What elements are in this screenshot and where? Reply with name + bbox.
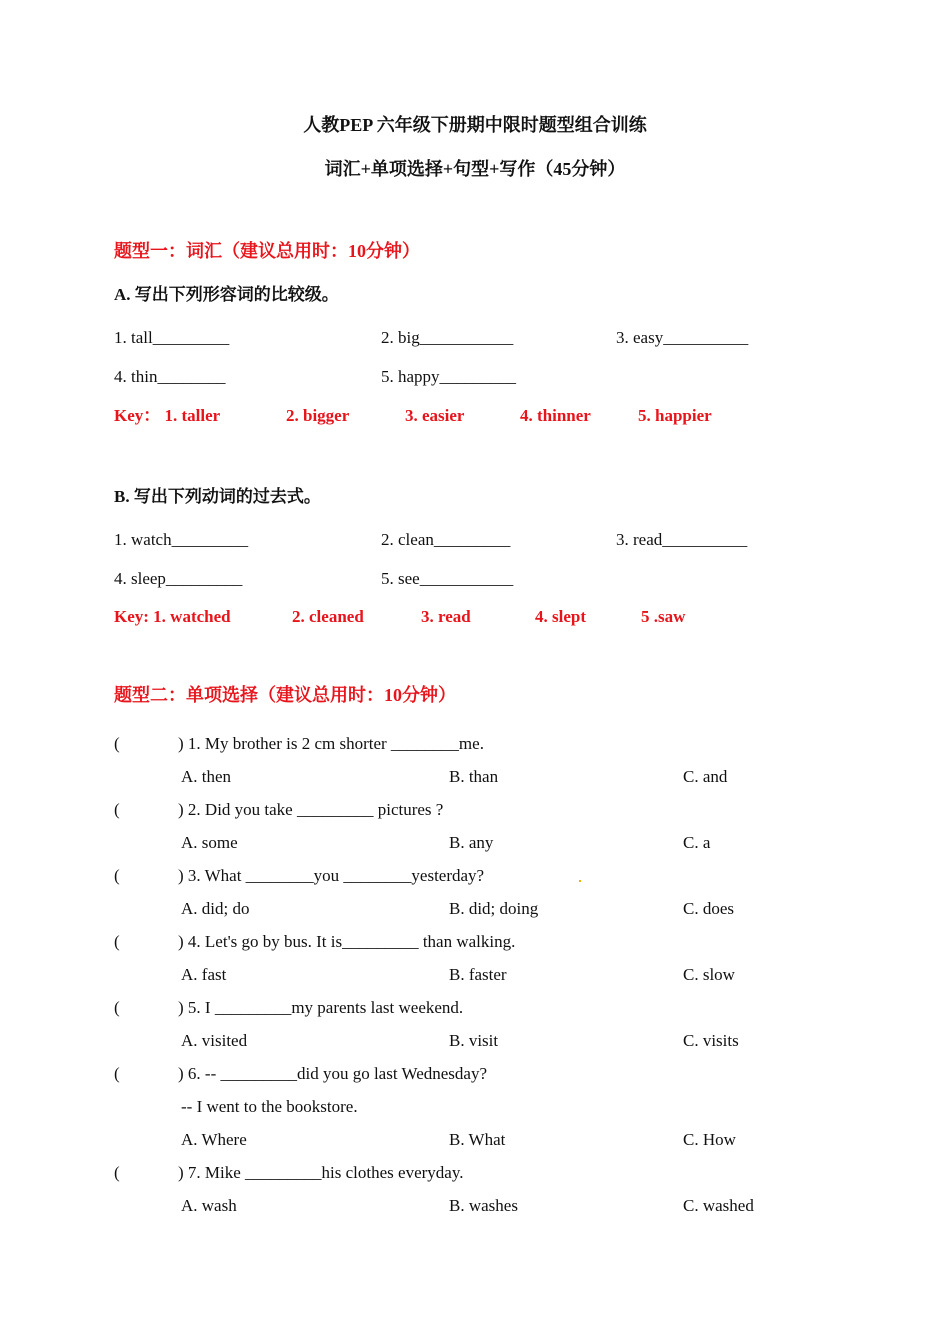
section-heading-multiple-choice: 题型二：单项选择（建议总用时：10分钟）: [114, 685, 456, 705]
vocab-b-item: 1. watch_________: [114, 530, 249, 549]
option-c: C. visits: [683, 1031, 739, 1050]
option-a: A. then: [181, 767, 232, 786]
option-b: B. than: [449, 767, 499, 786]
option-b: B. any: [449, 833, 494, 852]
vocab-b-item: 3. read__________: [616, 530, 748, 549]
question-dialogue-reply: -- I went to the bookstore.: [181, 1097, 358, 1116]
option-c: C. does: [683, 899, 734, 918]
question-stem: ) 2. Did you take _________ pictures ?: [178, 800, 444, 819]
vocab-b-item: 5. see___________: [381, 569, 514, 588]
answer-paren: (: [114, 1064, 120, 1083]
question-stem: ) 7. Mike _________his clothes everyday.: [178, 1163, 464, 1182]
question-stem: ) 6. -- _________did you go last Wednesday?: [178, 1064, 487, 1083]
answer-paren: (: [114, 734, 120, 753]
answer-key-a: 3. easier: [405, 406, 465, 425]
option-c: C. and: [683, 767, 728, 786]
option-a: A. did; do: [181, 899, 250, 918]
answer-paren: (: [114, 866, 120, 885]
instruction-a: A. 写出下列形容词的比较级。: [114, 285, 339, 304]
option-c: C. How: [683, 1130, 736, 1149]
option-a: A. fast: [181, 965, 227, 984]
vocab-a-item: 4. thin________: [114, 367, 226, 386]
stray-mark: [579, 880, 581, 882]
instruction-b: B. 写出下列动词的过去式。: [114, 487, 321, 506]
answer-key-b: Key: 1. watched: [114, 607, 231, 626]
vocab-a-item: 1. tall_________: [114, 328, 230, 347]
option-b: B. did; doing: [449, 899, 539, 918]
option-b: B. What: [449, 1130, 506, 1149]
option-a: A. wash: [181, 1196, 237, 1215]
option-a: A. visited: [181, 1031, 248, 1050]
answer-key-a: 4. thinner: [520, 406, 591, 425]
vocab-a-item: 3. easy__________: [616, 328, 749, 347]
vocab-b-item: 2. clean_________: [381, 530, 511, 549]
answer-paren: (: [114, 932, 120, 951]
question-stem: ) 3. What ________you ________yesterday?: [178, 866, 485, 885]
option-b: B. visit: [449, 1031, 499, 1050]
answer-key-b: 5 .saw: [641, 607, 686, 626]
option-b: B. faster: [449, 965, 507, 984]
answer-key-b: 3. read: [421, 607, 471, 626]
answer-key-b: 4. slept: [535, 607, 586, 626]
option-a: A. some: [181, 833, 238, 852]
option-a: A. Where: [181, 1130, 247, 1149]
answer-paren: (: [114, 800, 120, 819]
answer-key-a: Key： 1. taller: [114, 406, 221, 425]
page-subtitle: 词汇+单项选择+句型+写作（45分钟）: [324, 159, 626, 179]
answer-paren: (: [114, 998, 120, 1017]
option-c: C. washed: [683, 1196, 754, 1215]
question-stem: ) 1. My brother is 2 cm shorter ________me.: [178, 734, 484, 753]
answer-key-b: 2. cleaned: [292, 607, 364, 626]
answer-paren: (: [114, 1163, 120, 1182]
option-b: B. washes: [449, 1196, 518, 1215]
question-stem: ) 5. I _________my parents last weekend.: [178, 998, 464, 1017]
vocab-b-item: 4. sleep_________: [114, 569, 243, 588]
answer-key-a: 2. bigger: [286, 406, 350, 425]
answer-key-a: 5. happier: [638, 406, 712, 425]
vocab-a-item: 2. big___________: [381, 328, 514, 347]
option-c: C. a: [683, 833, 711, 852]
question-stem: ) 4. Let's go by bus. It is_________ than walking.: [178, 932, 516, 951]
option-c: C. slow: [683, 965, 735, 984]
vocab-a-item: 5. happy_________: [381, 367, 517, 386]
section-heading-vocabulary: 题型一：词汇（建议总用时：10分钟）: [114, 241, 420, 261]
page-title: 人教PEP 六年级下册期中限时题型组合训练: [303, 115, 647, 135]
